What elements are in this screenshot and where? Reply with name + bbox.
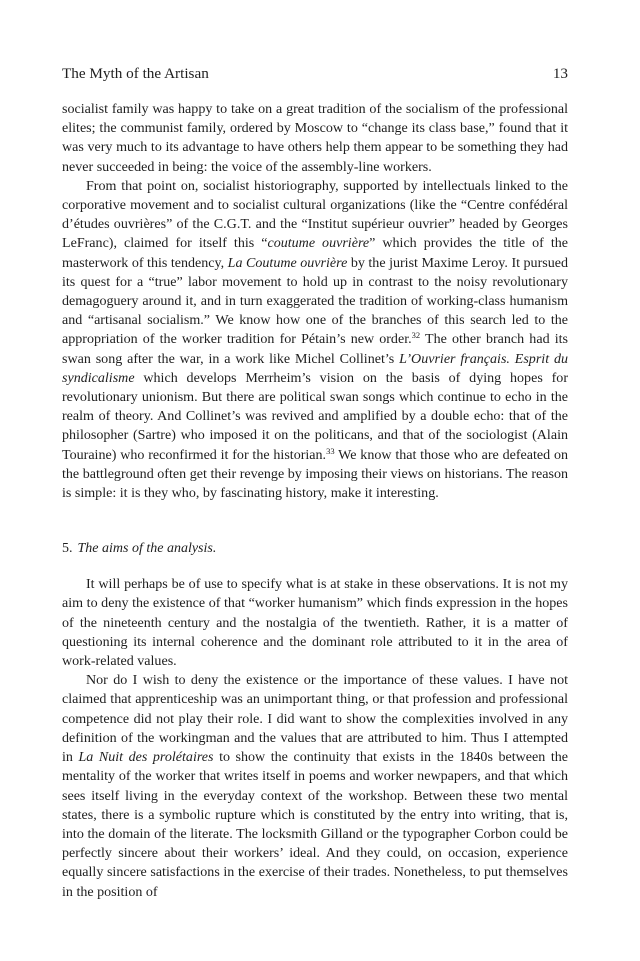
paragraph-1-text: socialist family was happy to take on a great tradition of the socialism of the professional elites; the communist family, ordered by Moscow to “change its class base,” found that it was very much to its advantage to have others help them appear to be something they had never succeeded in being: the voice of the assembly-line workers. — [62, 101, 568, 175]
paragraph-2-text-b: ” which provides the title of the masterwork of this tendency, — [62, 235, 568, 271]
page-number: 13 — [552, 65, 568, 82]
paragraph-4-italic-1: La Nuit des prolétaires — [78, 749, 214, 766]
paragraph-2-text-f: We know that those who are defeated on the battleground often get their revenge by imposing their views on historians. The reason is simple: it is they who, by fascinating history, make it interesting. — [62, 446, 569, 502]
paragraph-3-text: It will perhaps be of use to specify what is at stake in these observations. It is not my aim to deny the existence of that “worker humanism” which finds expression in the hopes of the nineteenth century and the nostalgia of the twentieth. Rather, it is a matter of questioning its internal coherence and the dominant role attributed to it in the area of work-related values. — [62, 576, 568, 670]
paragraph-2-text-e: which develops Merrheim’s vision on the basis of dying hopes for revolutionary unionism. But there are political swan songs which continue to echo in the realm of theory. And Collinet’s was revived and amplified by a double echo: that of the philosopher (Sartre) who imposed it on the politicans, and that of the sociologist (Alain Touraine) who reconfirmed it for the historian. — [62, 369, 568, 463]
paragraph-2-italic-2: La Coutume ouvrière — [227, 254, 348, 271]
paragraph-4-text-b: to show the continuity that exists in the 1840s between the mentality of the worker that writes itself in poems and worker newpapers, and that which sees itself living in the everyday context of the workshop. Between these two mental states, there is a symbolic rupture which is constituted by the entry into writing, that is, into the domain of the literate. The locksmith Gilland or the typographer Corbon could be perfectly sincere about their workers’ ideal. And they could, on occasion, experience equally sincere satisfactions in the exercise of their trades. Nonetheless, to put themselves in the position of — [62, 749, 568, 900]
paragraph-2-italic-3: L’Ouvrier français. Esprit du syndicalisme — [62, 350, 568, 386]
body-text — [62, 100, 568, 902]
paragraph-2 — [62, 177, 568, 503]
footnote-ref-33: 33 — [326, 445, 335, 456]
paragraph-4-text-a: Nor do I wish to deny the existence or the importance of these values. I have not claimed that apprenticeship was an unimportant thing, or that profession and professional competence did not play their role. I did want to show the complexities involved in any definition of the workingman and the values that are attributed to him. Thus I attempted in — [62, 672, 568, 766]
section-number: 5. — [62, 541, 73, 557]
footnote-ref-32: 32 — [411, 330, 421, 341]
section-title: The aims of the analysis. — [77, 541, 217, 557]
paragraph-1 — [62, 100, 568, 177]
paragraph-2-text-a: From that point on, socialist historiography, supported by intellectuals linked to the corporative movement and to socialist cultural organizations (like the “Centre confédéral d’études ouvrières” of the C.G.T. and the “Institut supérieur ouvrier” headed by Georges LeFranc), claimed for itself this “ — [62, 177, 568, 252]
paragraph-3 — [62, 575, 568, 671]
paragraph-2-italic-1: coutume ouvrière — [267, 235, 370, 252]
paragraph-2-text-d: The other branch had its swan song after the war, in a work like Michel Collinet’s — [62, 331, 568, 367]
section-heading — [62, 539, 568, 558]
running-header — [62, 65, 568, 85]
paragraph-2-text-c: by the jurist Maxime Leroy. It pursued its quest for a “true” labor movement to hold up in contrast to the noisy revolutionary demagoguery around it, and in turn exaggerated the tradition of working-class humanism and “artisanal socialism.” We know how one of the branches of this search led to the appropriation of the worker tradition for Pétain’s new order. — [62, 254, 569, 348]
paragraph-4 — [62, 671, 568, 901]
running-title: The Myth of the Artisan — [62, 65, 209, 82]
